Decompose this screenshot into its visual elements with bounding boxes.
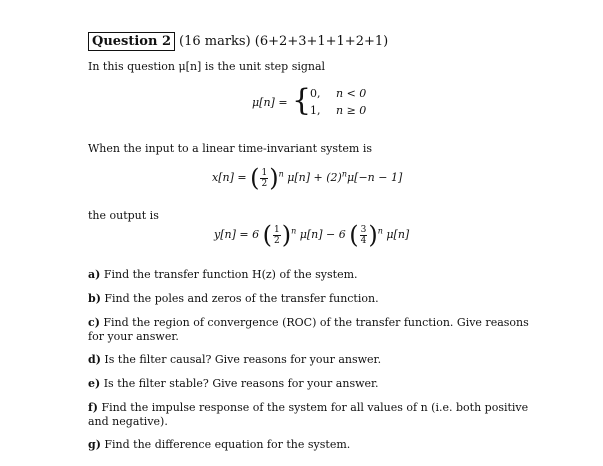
question-tag: f) [88, 401, 98, 414]
marks-breakdown: (16 marks) (6+2+3+1+1+2+1) [179, 34, 389, 49]
intro-text: In this question μ[n] is the unit step signal [88, 60, 326, 73]
question-item-b [88, 292, 538, 306]
input-exp2: n [341, 169, 347, 179]
brace-symbol: { [292, 83, 312, 118]
output-frac2-num: 3 [360, 224, 367, 235]
step-lhs: μ[n] = [252, 96, 288, 109]
question-text: Is the filter causal? Give reasons for your answer. [104, 353, 382, 366]
question-item-e [88, 377, 538, 391]
input-text: When the input to a linear time-invariant system is [88, 142, 373, 155]
question-label: Question 2 [88, 32, 175, 51]
input-equation [212, 166, 402, 190]
output-mid: μ[n] − 6 [299, 228, 346, 241]
paren-close-icon: ) [281, 221, 292, 249]
question-text: Find the impulse response of the system for all values of n (i.e. both positive and negative). [88, 401, 529, 428]
question-tag: d) [88, 353, 101, 366]
paren-open-icon: ( [250, 164, 260, 192]
input-fraction [260, 168, 268, 189]
question-tag: c) [88, 316, 100, 329]
question-tag: g) [88, 438, 101, 451]
question-text: Is the filter stable? Give reasons for your answer. [103, 377, 379, 390]
step-case2-cond: n ≥ 0 [336, 104, 367, 117]
question-item-g [88, 438, 538, 452]
question-item-f [88, 401, 538, 429]
paren-close-icon: ) [269, 164, 279, 192]
output-frac1-num: 1 [273, 224, 280, 235]
question-text: Find the transfer function H(z) of the system. [103, 268, 358, 281]
paren-open-icon: ( [262, 221, 272, 249]
paren-close-icon: ) [368, 221, 378, 249]
output-exp1: n [291, 226, 297, 236]
output-text: the output is [88, 209, 159, 222]
output-frac2-den: 4 [360, 235, 367, 246]
input-rest: μ[n] + (2) [287, 171, 342, 184]
output-equation [214, 223, 409, 247]
question-header [88, 32, 388, 51]
question-text: Find the region of convergence (ROC) of the transfer function. Give reasons for your answer. [88, 316, 529, 343]
question-tag: e) [88, 377, 101, 390]
input-frac-den: 2 [261, 178, 268, 189]
output-fraction-2 [360, 225, 368, 246]
output-exp2: n [377, 226, 383, 236]
step-case1-cond: n < 0 [336, 87, 367, 100]
question-tag: a) [88, 268, 101, 281]
step-case1-value: 0, [310, 87, 321, 100]
input-frac-num: 1 [261, 167, 268, 178]
question-item-c [88, 316, 538, 344]
output-lhs: y[n] = 6 [214, 228, 260, 241]
question-tag: b) [88, 292, 101, 305]
output-frac1-den: 2 [273, 235, 280, 246]
question-item-d [88, 353, 538, 367]
question-text: Find the difference equation for the system. [104, 438, 351, 451]
question-item-a [88, 268, 538, 282]
paren-open-icon: ( [349, 221, 359, 249]
input-tail: μ[−n − 1] [347, 171, 403, 184]
input-lhs: x[n] = [212, 171, 247, 184]
output-tail: μ[n] [386, 228, 410, 241]
step-case2-value: 1, [310, 104, 321, 117]
question-text: Find the poles and zeros of the transfer function. [104, 292, 379, 305]
output-fraction-1 [273, 225, 281, 246]
input-exp: n [278, 169, 284, 179]
